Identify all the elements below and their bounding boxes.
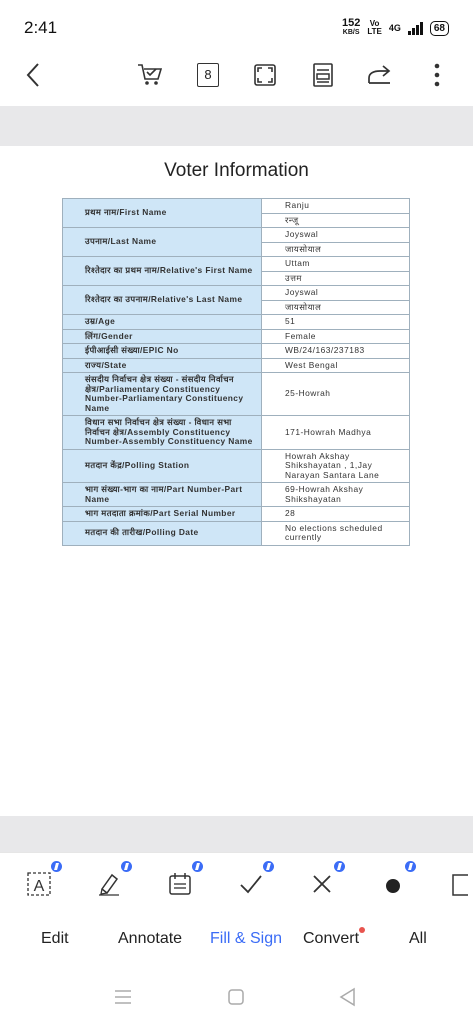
fullscreen-icon[interactable] [250,60,280,90]
document-gap-top [0,106,473,146]
volte-indicator: Vo LTE [367,19,382,36]
premium-badge-icon [405,861,416,872]
bottom-tabs [0,920,473,960]
network-speed: 152 KB/S [341,17,361,36]
field-label: प्रथम नाम/First Name [63,199,262,228]
field-label: लिंग/Gender [63,329,262,344]
more-icon[interactable] [422,60,452,90]
tab-fill-sign[interactable]: Fill & Sign [210,930,283,947]
field-value: जायसोयाल [262,242,410,257]
read-mode-icon[interactable] [308,60,338,90]
table-row [63,315,410,330]
field-value: 171-Howrah Madhya [262,416,410,450]
tab-annotate[interactable]: Annotate [118,930,183,947]
premium-badge-icon [192,861,203,872]
field-value: Joyswal [262,286,410,301]
field-label: रिश्तेदार का उपनाम/Relative's Last Name [63,286,262,315]
document-gap-bottom [0,816,473,852]
field-value: Howrah Akshay Shikshayatan , 1,Jay Narayan Santara Lane [262,449,410,483]
premium-badge-icon [121,861,132,872]
status-indicators [342,18,449,38]
table-row [63,483,410,507]
calendar-icon[interactable] [163,867,197,901]
field-label: उपनाम/Last Name [63,228,262,257]
table-row [63,521,410,545]
table-row [63,228,410,243]
page-count-button[interactable] [193,60,223,90]
field-label: रिश्तेदार का प्रथम नाम/Relative's First Name [63,257,262,286]
field-value: Female [262,329,410,344]
table-row [63,416,410,450]
table-row [63,257,410,272]
table-row [63,373,410,416]
field-value: उत्तम [262,271,410,286]
premium-badge-icon [51,861,62,872]
status-bar [0,0,473,56]
table-row [63,507,410,522]
rectangle-icon[interactable] [446,867,473,901]
field-value: रन्जू [262,213,410,228]
voter-info-table [62,198,410,546]
field-label: मतदान केंद्र/Polling Station [63,449,262,483]
field-value: Joyswal [262,228,410,243]
tab-convert[interactable] [303,930,359,948]
field-label: विधान सभा निर्वाचन क्षेत्र संख्या - विधान सभा निर्वाचन क्षेत्र/Assembly Constituency Number-Assembly Constituency Name [63,416,262,450]
tab-all[interactable]: All [409,930,427,947]
share-icon[interactable] [365,60,395,90]
status-time: 2:41 [24,18,58,37]
top-toolbar [0,50,473,100]
tab-convert-label: Convert [303,930,360,947]
text-box-icon[interactable] [22,867,56,901]
table-row [63,358,410,373]
svg-text:A: A [33,878,45,895]
cross-icon[interactable] [305,867,339,901]
field-label: उम्र/Age [63,315,262,330]
cart-check-icon[interactable] [135,60,165,90]
field-value: No elections scheduled currently [262,521,410,545]
field-label: भाग संख्या-भाग का नाम/Part Number-Part Name [63,483,262,507]
fill-sign-toolbar [0,852,473,911]
field-value: जायसोयाल [262,300,410,315]
table-row [63,449,410,483]
table-row [63,286,410,301]
network-type: 4G [388,23,401,33]
tab-edit[interactable]: Edit [41,930,69,947]
field-label: मतदान की तारीख/Polling Date [63,521,262,545]
table-row [63,199,410,214]
field-value: Ranju [262,199,410,214]
pen-sign-icon[interactable] [92,867,126,901]
field-label: भाग मतदाता क्रमांक/Part Serial Number [63,507,262,522]
field-value: West Bengal [262,358,410,373]
notification-dot [359,927,365,933]
battery-icon: 68 [430,21,449,36]
system-navigation-bar [0,970,473,1024]
field-value: 69-Howrah Akshay Shikshayatan [262,483,410,507]
premium-badge-icon [334,861,345,872]
field-label: ईपीआईसी संख्या/EPIC No [63,344,262,359]
page-count: 8 [197,63,219,87]
field-value: 25-Howrah [262,373,410,416]
table-row [63,344,410,359]
back-arrow-icon[interactable] [18,60,48,90]
signal-icon [408,22,423,35]
back-icon[interactable] [334,984,360,1010]
home-icon[interactable] [223,984,249,1010]
field-value: 51 [262,315,410,330]
recents-icon[interactable] [110,984,136,1010]
premium-badge-icon [263,861,274,872]
document-title: Voter Information [164,160,309,181]
field-label: संसदीय निर्वाचन क्षेत्र संख्या - संसदीय निर्वाचन क्षेत्र/Parliamentary Constituency Number-Parliamentary Constituency Name [63,373,262,416]
field-label: राज्य/State [63,358,262,373]
document-page[interactable] [0,146,473,816]
field-value: 28 [262,507,410,522]
table-row [63,329,410,344]
dot-icon[interactable] [376,867,410,901]
field-value: Uttam [262,257,410,272]
checkmark-icon[interactable] [234,867,268,901]
field-value: WB/24/163/237183 [262,344,410,359]
